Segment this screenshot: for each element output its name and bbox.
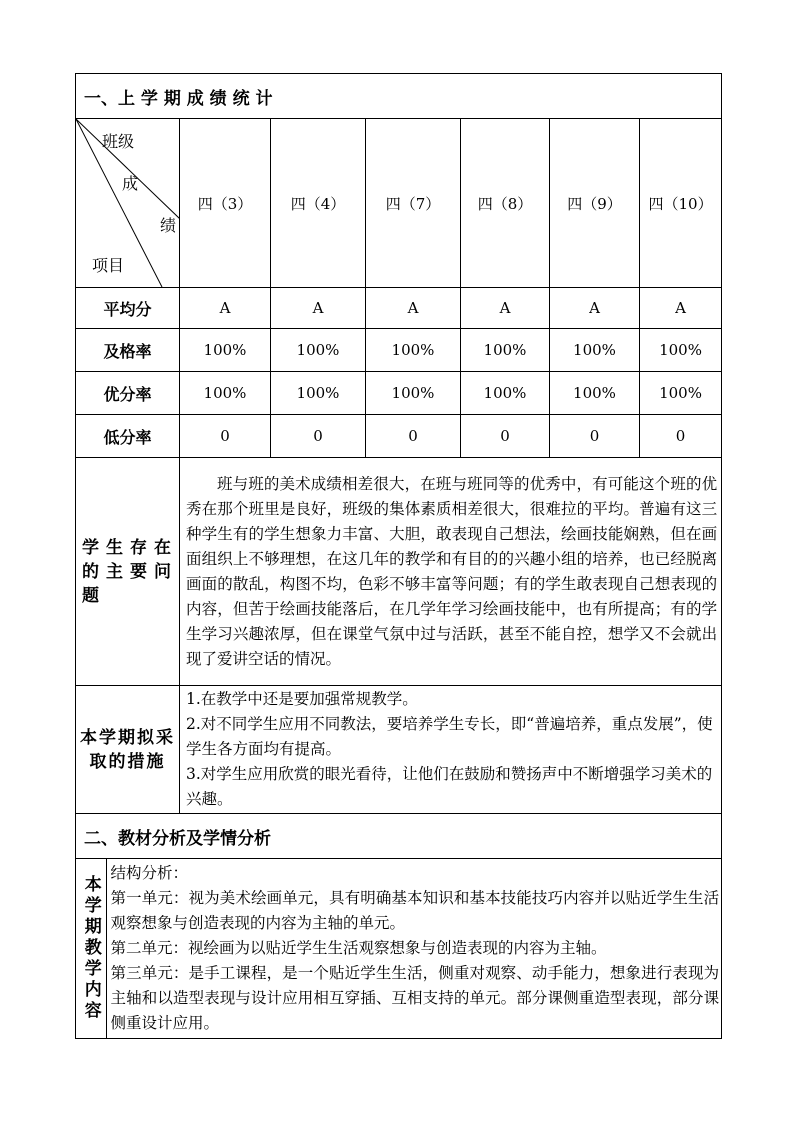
corner-label-score-2: 绩 (160, 216, 177, 235)
measure-item: 3.对学生应用欣赏的眼光看待，让他们在鼓励和赞扬声中不断增强学习美术的兴趣。 (186, 765, 713, 808)
row-label-average: 平均分 (76, 288, 180, 329)
analysis-line: 第一单元：视为美术绘画单元，具有明确基本知识和基本技能技巧内容并以贴近学生生活观察想象与创造表现的内容为主轴的单元。 (110, 889, 720, 932)
score-cell: 100% (640, 329, 722, 372)
score-cell: 100% (550, 329, 640, 372)
row-label-pass-rate: 及格率 (76, 329, 180, 372)
score-cell: A (461, 288, 550, 329)
score-cell: A (640, 288, 722, 329)
corner-label-item: 项目 (92, 256, 125, 275)
corner-label-score-1: 成 (122, 174, 139, 193)
score-cell: 0 (550, 415, 640, 458)
corner-header (76, 119, 180, 288)
score-cell: 100% (366, 329, 461, 372)
score-cell: A (271, 288, 366, 329)
table-row (76, 329, 722, 372)
analysis-text (106, 859, 721, 1038)
problems-label: 学生存在的主要问题 (76, 458, 180, 686)
score-cell: 100% (550, 372, 640, 415)
plan-table (75, 73, 722, 1039)
score-cell: 0 (180, 415, 271, 458)
table-row (76, 288, 722, 329)
teaching-content-label: 本学期教学内容 (76, 859, 106, 1038)
score-cell: 100% (180, 329, 271, 372)
score-cell: 100% (640, 372, 722, 415)
measure-item: 2.对不同学生应用不同教法，要培养学生专长，即“普遍培养，重点发展”，使学生各方面均有提高。 (186, 715, 713, 758)
class-header: 四（10） (640, 119, 722, 288)
score-cell: 100% (461, 372, 550, 415)
score-cell: 0 (640, 415, 722, 458)
score-cell: A (180, 288, 271, 329)
class-header: 四（8） (461, 119, 550, 288)
section1-title: 一、上 学 期 成 绩 统 计 (76, 74, 722, 119)
measures-list (180, 686, 722, 814)
class-header: 四（9） (550, 119, 640, 288)
row-label-low-rate: 低分率 (76, 415, 180, 458)
class-header: 四（4） (271, 119, 366, 288)
analysis-line: 第二单元：视绘画为以贴近学生生活观察想象与创造表现的内容为主轴。 (110, 939, 607, 957)
score-cell: 100% (461, 329, 550, 372)
score-cell: 100% (180, 372, 271, 415)
measure-item: 1.在教学中还是要加强常规教学。 (186, 690, 418, 708)
score-cell: 100% (366, 372, 461, 415)
analysis-line: 结构分析： (110, 864, 189, 882)
row-label-excellent-rate: 优分率 (76, 372, 180, 415)
analysis-inner (76, 859, 721, 1038)
score-cell: A (366, 288, 461, 329)
corner-label-class: 班级 (102, 132, 135, 151)
score-cell: 100% (271, 372, 366, 415)
score-cell: 0 (461, 415, 550, 458)
measures-label: 本学期拟采取的措施 (76, 686, 180, 814)
score-cell: A (550, 288, 640, 329)
table-row (76, 415, 722, 458)
score-cell: 0 (366, 415, 461, 458)
table-row (76, 372, 722, 415)
section2-title: 二、教材分析及学情分析 (76, 814, 722, 859)
problems-text: 班与班的美术成绩相差很大，在班与班同等的优秀中，有可能这个班的优秀在那个班里是良好，班级的集体素质相差很大，很难拉的平均。普遍有这三种学生有的学生想象力丰富、大胆，敢表现自己想法，绘画技能娴熟，但在画面组织上不够理想，在这几年的教学和有目的的兴趣小组的培养，也已经脱离画面的散乱，构图不均，色彩不够丰富等问题；有的学生敢表现自己想表现的内容，但苦于绘画技能落后，在几学年学习绘画技能中，也有所提高；有的学生学习兴趣浓厚，但在课堂气氛中过与活跃，甚至不能自控，想学又不会就出现了爱讲空话的情况。 (180, 458, 722, 686)
analysis-block (76, 859, 722, 1039)
score-cell: 100% (271, 329, 366, 372)
class-header: 四（7） (366, 119, 461, 288)
score-cell: 0 (271, 415, 366, 458)
analysis-line: 第三单元：是手工课程，是一个贴近学生生活，侧重对观察、动手能力，想象进行表现为主轴和以造型表现与设计应用相互穿插、互相支持的单元。部分课侧重造型表现，部分课侧重设计应用。 (110, 964, 720, 1032)
class-header: 四（3） (180, 119, 271, 288)
